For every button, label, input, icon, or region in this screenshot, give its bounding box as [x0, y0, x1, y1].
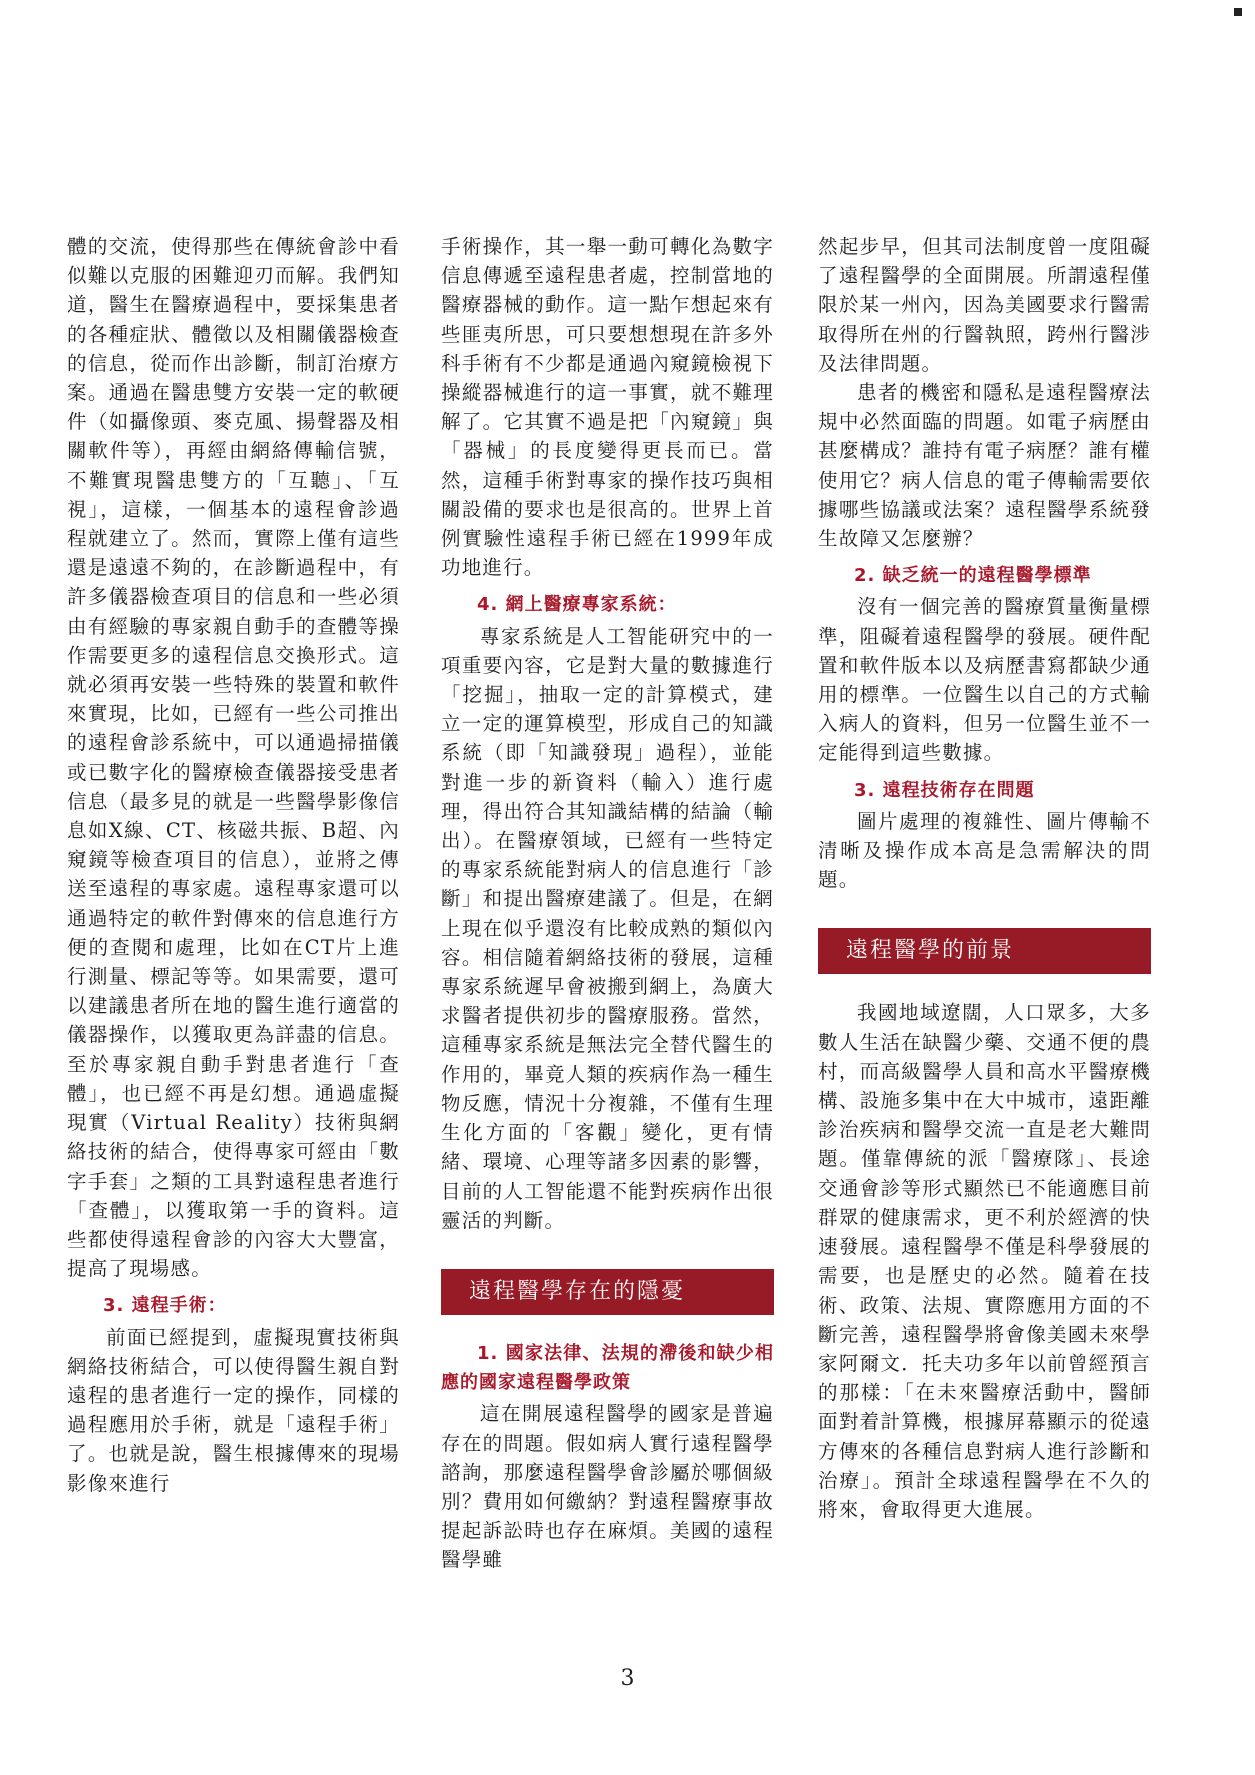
paragraph-technology-issues: 圖片處理的複雜性、圖片傳輸不清晰及操作成本高是急需解決的問題。 — [818, 809, 1151, 892]
paragraph-privacy: 患者的機密和隱私是遠程醫療法規中必然面臨的問題。如電子病歷由甚麼構成？誰持有電子病歷？誰有權使用它？病人信息的電子傳輸需要依據哪些協議或法案？遠程醫學系統發生故障又怎麼辦？ — [818, 381, 1151, 551]
page-number: 3 — [620, 1666, 635, 1691]
column-left — [67, 232, 400, 1498]
heading-standards: 2. 缺乏統一的遠程醫學標準 — [854, 565, 1092, 587]
paragraph-standards: 沒有一個完善的醫療質量衡量標準，阻礙着遠程醫學的發展。硬件配置和軟件版本以及病歷書寫都缺少通用的標準。一位醫生以自己的方式輸入病人的資料，但另一位醫生並不一定能得到這些數據。 — [818, 595, 1151, 765]
section-banner-worries: 遠程醫學存在的隱憂 — [441, 1269, 774, 1315]
heading-remote-surgery: 3. 遠程手術： — [103, 1295, 227, 1317]
paragraph-remote-surgery: 前面已經提到，虛擬現實技術與網絡技術結合，可以使得醫生親自對遠程的患者進行一定的操作，同樣的過程應用於手術，就是「遠程手術」了。也就是說，醫生根據傳來的現場影像來進行 — [67, 1325, 400, 1495]
column-middle — [441, 232, 774, 1575]
heading-national-law: 1. 國家法律、法規的滯後和缺少相應的國家遠程醫學政策 — [441, 1342, 774, 1394]
paragraph-law-continued: 然起步早，但其司法制度曾一度阻礙了遠程醫學的全面開展。所謂遠程僅限於某一州內，因為美國要求行醫需取得所在州的行醫執照，跨州行醫涉及法律問題。 — [818, 235, 1151, 375]
section-banner-prospects: 遠程醫學的前景 — [818, 928, 1151, 974]
heading-expert-system: 4. 網上醫療專家系統： — [477, 594, 677, 616]
paragraph-prospects: 我國地域遼闊，人口眾多，大多數人生活在缺醫少藥、交通不便的農村，而高級醫學人員和高水平醫療機構、設施多集中在大中城市，遠距離診治疾病和醫學交流一直是老大難問題。僅靠傳統的派「醫療隊」、長途交通會診等形式顯然已不能適應目前群眾的健康需求，更不利於經濟的快速發展。遠程醫學不僅是科學發展的需要，也是歷史的必然。隨着在技術、政策、法規、實際應用方面的不斷完善，遠程醫學將會像美國未來學家阿爾文．托夫功多年以前曾經預言的那樣：「在未來醫療活動中，醫師面對着計算機，根據屏幕顯示的從遠方傳來的各種信息對病人進行診斷和治療」。預計全球遠程醫學在不久的將來，會取得更大進展。 — [818, 1001, 1151, 1521]
paragraph-national-law: 這在開展遠程醫學的國家是普遍存在的問題。假如病人實行遠程醫學諮詢，那麼遠程醫學會診屬於哪個級別？費用如何繳納？對遠程醫療事故提起訴訟時也存在麻煩。美國的遠程醫學雖 — [441, 1402, 774, 1572]
column-right — [818, 232, 1151, 1524]
paragraph-surgery-continued: 手術操作，其一舉一動可轉化為數字信息傳遞至遠程患者處，控制當地的醫療器械的動作。這一點乍想起來有些匪夷所思，可只要想想現在許多外科手術有不少都是通過內窺鏡檢視下操縱器械進行的這一事實，就不難理解了。它其實不過是把「內窺鏡」與「器械」的長度變得更長而已。當然，這種手術對專家的操作技巧與相關設備的要求也是很高的。世界上首例實驗性遠程手術已經在1999年成功地進行。 — [441, 235, 774, 580]
heading-technology-issues: 3. 遠程技術存在問題 — [854, 779, 1035, 801]
paragraph-remote-consultation: 體的交流，使得那些在傳統會診中看似難以克服的困難迎刃而解。我們知道，醫生在醫療過程中，要採集患者的各種症狀、體徵以及相關儀器檢查的信息，從而作出診斷，制訂治療方案。通過在醫患雙方安裝一定的軟硬件（如攝像頭、麥克風、揚聲器及相關軟件等），再經由網絡傳輸信號，不難實現醫患雙方的「互聽」、「互視」，這樣，一個基本的遠程會診過程就建立了。然而，實際上僅有這些還是遠遠不夠的，在診斷過程中，有許多儀器檢查項目的信息和一些必須由有經驗的專家親自動手的查體等操作需要更多的遠程信息交換形式。這就必須再安裝一些特殊的裝置和軟件來實現，比如，已經有一些公司推出的遠程會診系統中，可以通過掃描儀或已數字化的醫療檢查儀器接受患者信息（最多見的就是一些醫學影像信息如X線、CT、核磁共振、B超、內窺鏡等檢查項目的信息），並將之傳送至遠程的專家處。遠程專家還可以通過特定的軟件對傳來的信息進行方便的查閱和處理，比如在CT片上進行測量、標記等等。如果需要，還可以建議患者所在地的醫生進行適當的儀器操作，以獲取更為詳盡的信息。至於專家親自動手對患者進行「查體」，也已經不再是幻想。通過虛擬現實（Virtual Reality）技術與網絡技術的結合，使得專家可經由「數字手套」之類的工具對遠程患者進行「查體」，以獲取第一手的資料。這些都使得遠程會診的內容大大豐富，提高了現場感。 — [67, 235, 400, 1281]
scan-corner-mark — [1234, 8, 1242, 16]
paragraph-expert-system: 專家系統是人工智能研究中的一項重要內容，它是對大量的數據進行「挖掘」，抽取一定的計算模式，建立一定的運算模型，形成自己的知識系統（即「知識發現」過程），並能對進一步的新資料（輸入）進行處理，得出符合其知識結構的結論（輸出）。在醫療領域，已經有一些特定的專家系統能對病人的信息進行「診斷」和提出醫療建議了。但是，在網上現在似乎還沒有比較成熟的類似內容。相信隨着網絡技術的發展，這種專家系統遲早會被搬到網上，為廣大求醫者提供初步的醫療服務。當然，這種專家系統是無法完全替代醫生的作用的，畢竟人類的疾病作為一種生物反應，情況十分複雜，不僅有生理生化方面的「客觀」變化，更有情緒、環境、心理等諸多因素的影響，目前的人工智能還不能對疾病作出很靈活的判斷。 — [441, 624, 774, 1232]
